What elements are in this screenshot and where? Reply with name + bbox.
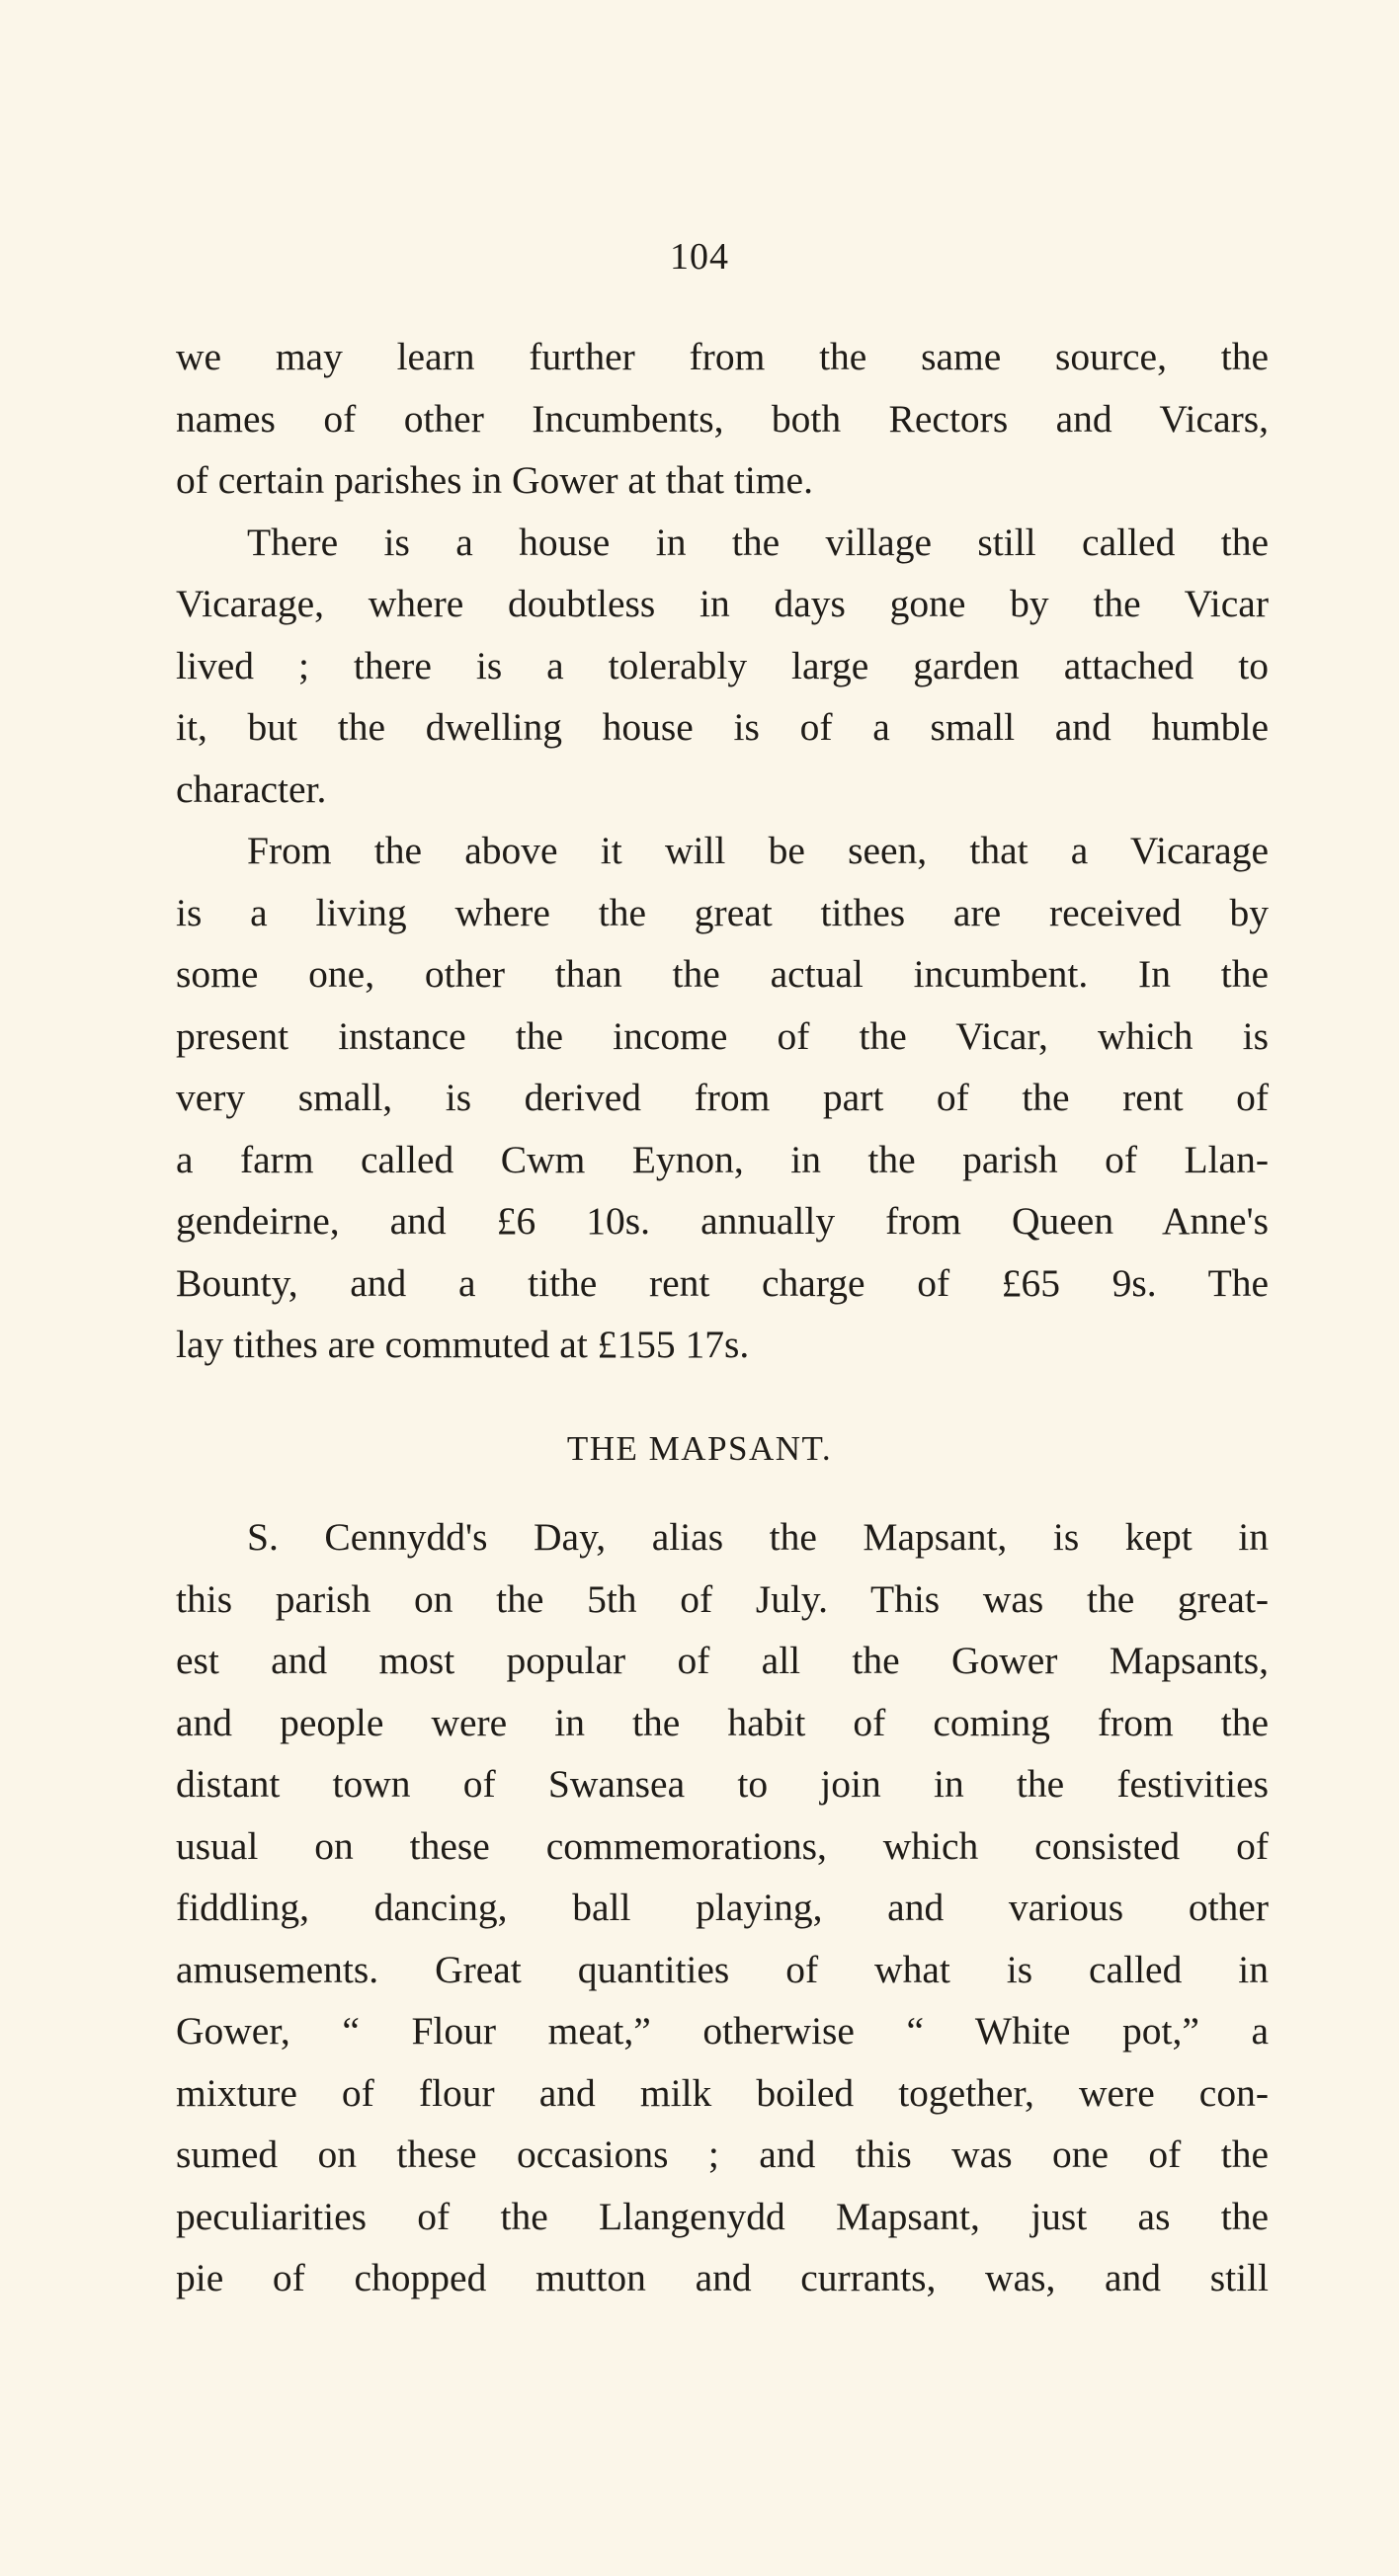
text-line: distant town of Swansea to join in the festivities bbox=[176, 1762, 1269, 1806]
text-line: Gower, “ Flour meat,” otherwise “ White pot,” a bbox=[176, 2009, 1269, 2053]
text-line: we may learn further from the same source, the bbox=[176, 335, 1269, 378]
paragraph bbox=[176, 1506, 1269, 2309]
text-line: amusements. Great quantities of what is called in bbox=[176, 1947, 1269, 1991]
text-line: of certain parishes in Gower at that time. bbox=[176, 458, 813, 502]
text-line: is a living where the great tithes are received by bbox=[176, 890, 1269, 934]
text-line: this parish on the 5th of July. This was the great- bbox=[176, 1576, 1269, 1621]
text-line: some one, other than the actual incumbent. In the bbox=[176, 952, 1269, 996]
paragraph bbox=[176, 326, 1269, 512]
text-line: a farm called Cwm Eynon, in the parish of Llan- bbox=[176, 1137, 1269, 1181]
text-line: From the above it will be seen, that a Vicarage bbox=[247, 829, 1269, 872]
text-line: peculiarities of the Llangenydd Mapsant, just as the bbox=[176, 2194, 1269, 2238]
body-text-bottom bbox=[176, 1506, 1269, 2309]
text-line: it, but the dwelling house is of a small and humble bbox=[176, 705, 1269, 749]
text-line: and people were in the habit of coming from the bbox=[176, 1700, 1269, 1744]
text-line: sumed on these occasions ; and this was one of the bbox=[176, 2133, 1269, 2176]
body-text-top bbox=[176, 326, 1269, 1376]
section-heading: THE MAPSANT. bbox=[566, 1429, 833, 1468]
text-line: character. bbox=[176, 766, 327, 811]
text-line: names of other Incumbents, both Rectors and Vicars, bbox=[176, 396, 1269, 441]
paragraph bbox=[176, 512, 1269, 821]
text-line: usual on these commemorations, which consisted of bbox=[176, 1823, 1269, 1868]
text-line: very small, is derived from part of the rent of bbox=[176, 1076, 1269, 1119]
text-line: Bounty, and a tithe rent charge of £65 9s. The bbox=[176, 1260, 1269, 1305]
text-line: Vicarage, where doubtless in days gone by the Vicar bbox=[176, 582, 1269, 625]
text-line: gendeirne, and £6 10s. annually from Queen Anne's bbox=[176, 1199, 1269, 1243]
text-line: mixture of flour and milk boiled together, were con- bbox=[176, 2070, 1269, 2115]
text-line: lay tithes are commuted at £155 17s. bbox=[176, 1323, 750, 1366]
paragraph bbox=[176, 820, 1269, 1376]
text-line: pie of chopped mutton and currants, was, and still bbox=[176, 2256, 1269, 2299]
text-line: There is a house in the village still called the bbox=[247, 520, 1269, 564]
text-line: fiddling, dancing, ball playing, and various other bbox=[176, 1886, 1269, 1929]
text-line: est and most popular of all the Gower Mapsants, bbox=[176, 1639, 1269, 1682]
page-number: 104 bbox=[670, 236, 729, 278]
text-line: present instance the income of the Vicar, which is bbox=[176, 1013, 1269, 1058]
text-line: lived ; there is a tolerably large garden attached to bbox=[176, 643, 1269, 687]
text-line: S. Cennydd's Day, alias the Mapsant, is kept in bbox=[247, 1515, 1269, 1559]
